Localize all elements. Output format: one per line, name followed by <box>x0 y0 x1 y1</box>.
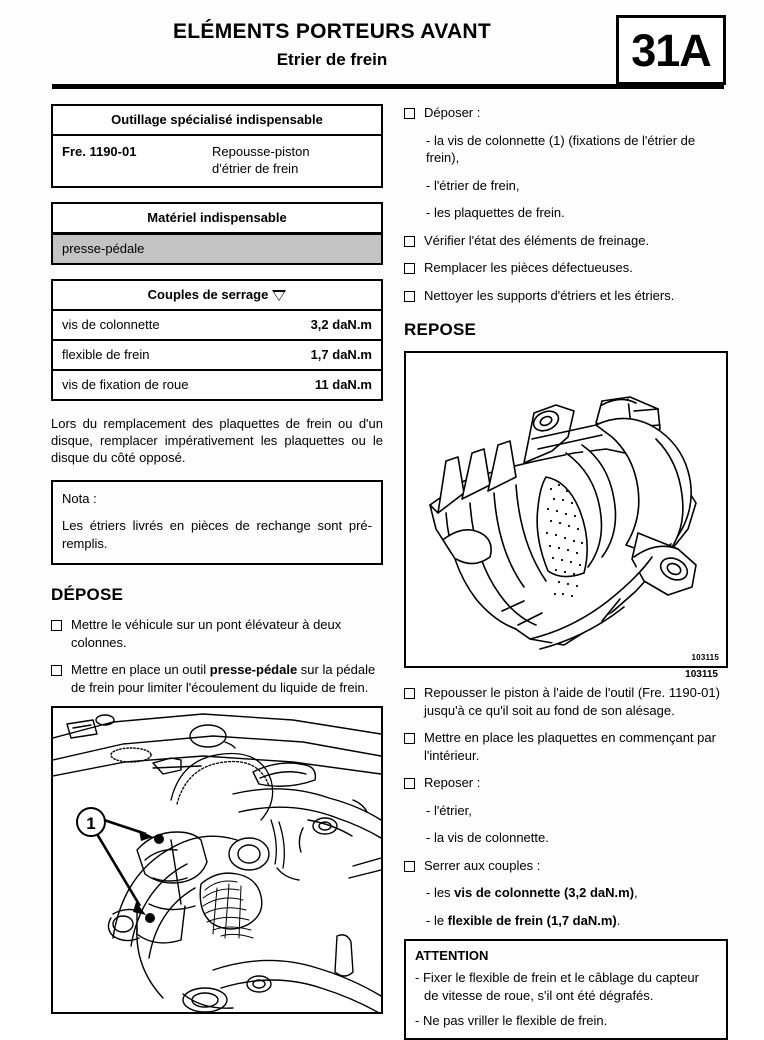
torque-value: 1,7 daN.m <box>310 347 372 362</box>
checkbox-icon <box>404 778 415 789</box>
page-subtitle: Etrier de frein <box>276 50 388 69</box>
repose-heading: REPOSE <box>404 320 477 339</box>
checkbox-icon <box>404 688 415 699</box>
tool-reference: Fre. 1190-01 <box>62 144 137 159</box>
figure-id: 103115 <box>691 653 719 662</box>
list-item-label: Mettre en place les plaquettes en commençant par l'intérieur. <box>424 730 716 763</box>
page-title: ELÉMENTS PORTEURS AVANT <box>172 20 492 43</box>
list-item: - les plaquettes de frein. <box>426 205 565 220</box>
tools-table <box>51 104 383 188</box>
torque-label: vis de fixation de roue <box>62 377 189 392</box>
nota-title: Nota : <box>62 491 97 506</box>
checkbox-icon <box>404 861 415 872</box>
checkbox-icon <box>404 291 415 302</box>
attention-item: - Ne pas vriller le flexible de frein. <box>415 1013 608 1028</box>
brake-caliper-drawing <box>406 353 726 666</box>
list-item <box>404 774 728 792</box>
triangle-down-icon <box>272 290 286 301</box>
list-item <box>51 616 383 651</box>
tools-table-heading: Outillage spécialisé indispensable <box>53 106 381 136</box>
material-table-heading: Matériel indispensable <box>53 204 381 234</box>
torque-value: 11 daN.m <box>314 377 372 392</box>
attention-box <box>404 939 728 1040</box>
torque-table-heading <box>53 281 381 311</box>
checkbox-icon <box>404 733 415 744</box>
checkbox-icon <box>51 665 62 676</box>
list-item-label: Déposer : <box>424 105 481 120</box>
checkbox-icon <box>404 263 415 274</box>
page-header <box>52 10 726 90</box>
torque-label: flexible de frein <box>62 347 150 362</box>
list-item <box>404 259 728 277</box>
list-item <box>404 857 728 875</box>
list-item-label: Remplacer les pièces défectueuses. <box>424 260 633 275</box>
depose-heading: DÉPOSE <box>51 585 124 604</box>
list-item-label: Mettre en place un outil presse-pédale sur la pédale de frein pour limiter l'écoulement du liquide de frein. <box>71 662 376 695</box>
callout-1-label: 1 <box>86 814 96 833</box>
right-column <box>404 104 728 1040</box>
list-item: - la vis de colonnette (1) (fixations de l'étrier de frein), <box>426 132 696 165</box>
tools-table-row <box>53 136 381 186</box>
nota-text: Les étriers livrés en pièces de rechange sont pré-remplis. <box>62 518 372 551</box>
list-item: - l'étrier, <box>426 802 472 818</box>
attention-item: - Fixer le flexible de frein et le câblage du capteur de vitesse de roue, s'il ont été dégrafés. <box>415 970 699 1003</box>
table-row <box>53 311 381 341</box>
torque-table <box>51 279 383 401</box>
list-item <box>404 104 728 122</box>
material-table-row: presse-pédale <box>53 234 381 263</box>
list-item-label: Vérifier l'état des éléments de freinage. <box>424 232 650 248</box>
list-item <box>404 232 728 250</box>
list-item: - les vis de colonnette (3,2 daN.m), <box>426 885 638 900</box>
material-table <box>51 202 383 265</box>
chapter-code-label: 31A <box>631 24 711 76</box>
attention-title: ATTENTION <box>415 948 489 963</box>
torque-label: vis de colonnette <box>62 317 160 332</box>
list-item <box>51 661 383 696</box>
checkbox-icon <box>404 108 415 119</box>
checkbox-icon <box>404 236 415 247</box>
list-item <box>404 729 728 764</box>
list-item-label: Nettoyer les supports d'étriers et les étriers. <box>424 287 675 303</box>
table-row <box>53 341 381 371</box>
checkbox-icon <box>51 620 62 631</box>
header-rule <box>52 84 724 89</box>
suspension-caliper-figure <box>51 706 383 1014</box>
chapter-code-box <box>616 15 726 85</box>
left-column <box>51 104 383 1014</box>
tool-description: Repousse-piston d'étrier de frein <box>212 144 310 176</box>
list-item <box>404 287 728 305</box>
torque-table-heading-label: Couples de serrage <box>147 287 269 302</box>
table-row <box>53 371 381 399</box>
list-item-label: Mettre le véhicule sur un pont élévateur à deux colonnes. <box>71 617 342 650</box>
torque-value: 3,2 daN.m <box>310 317 372 332</box>
replacement-note: Lors du remplacement des plaquettes de frein ou d'un disque, remplacer impérativement les plaquettes ou le disque du côté opposé. <box>51 416 383 465</box>
figure-id-outside: 103115 <box>685 669 718 680</box>
list-item: - le flexible de frein (1,7 daN.m). <box>426 912 621 928</box>
header-titles <box>52 18 612 72</box>
list-item: - la vis de colonnette. <box>426 830 549 845</box>
suspension-caliper-drawing <box>53 708 381 1012</box>
list-item-label: Reposer : <box>424 775 481 790</box>
brake-caliper-figure <box>404 351 728 668</box>
list-item-label: Serrer aux couples : <box>424 857 541 873</box>
list-item-label: Repousser le piston à l'aide de l'outil (Fre. 1190-01) jusqu'à ce qu'il soit au fond de son alésage. <box>424 685 720 718</box>
list-item <box>404 684 728 719</box>
nota-box <box>51 480 383 565</box>
list-item: - l'étrier de frein, <box>426 177 520 193</box>
